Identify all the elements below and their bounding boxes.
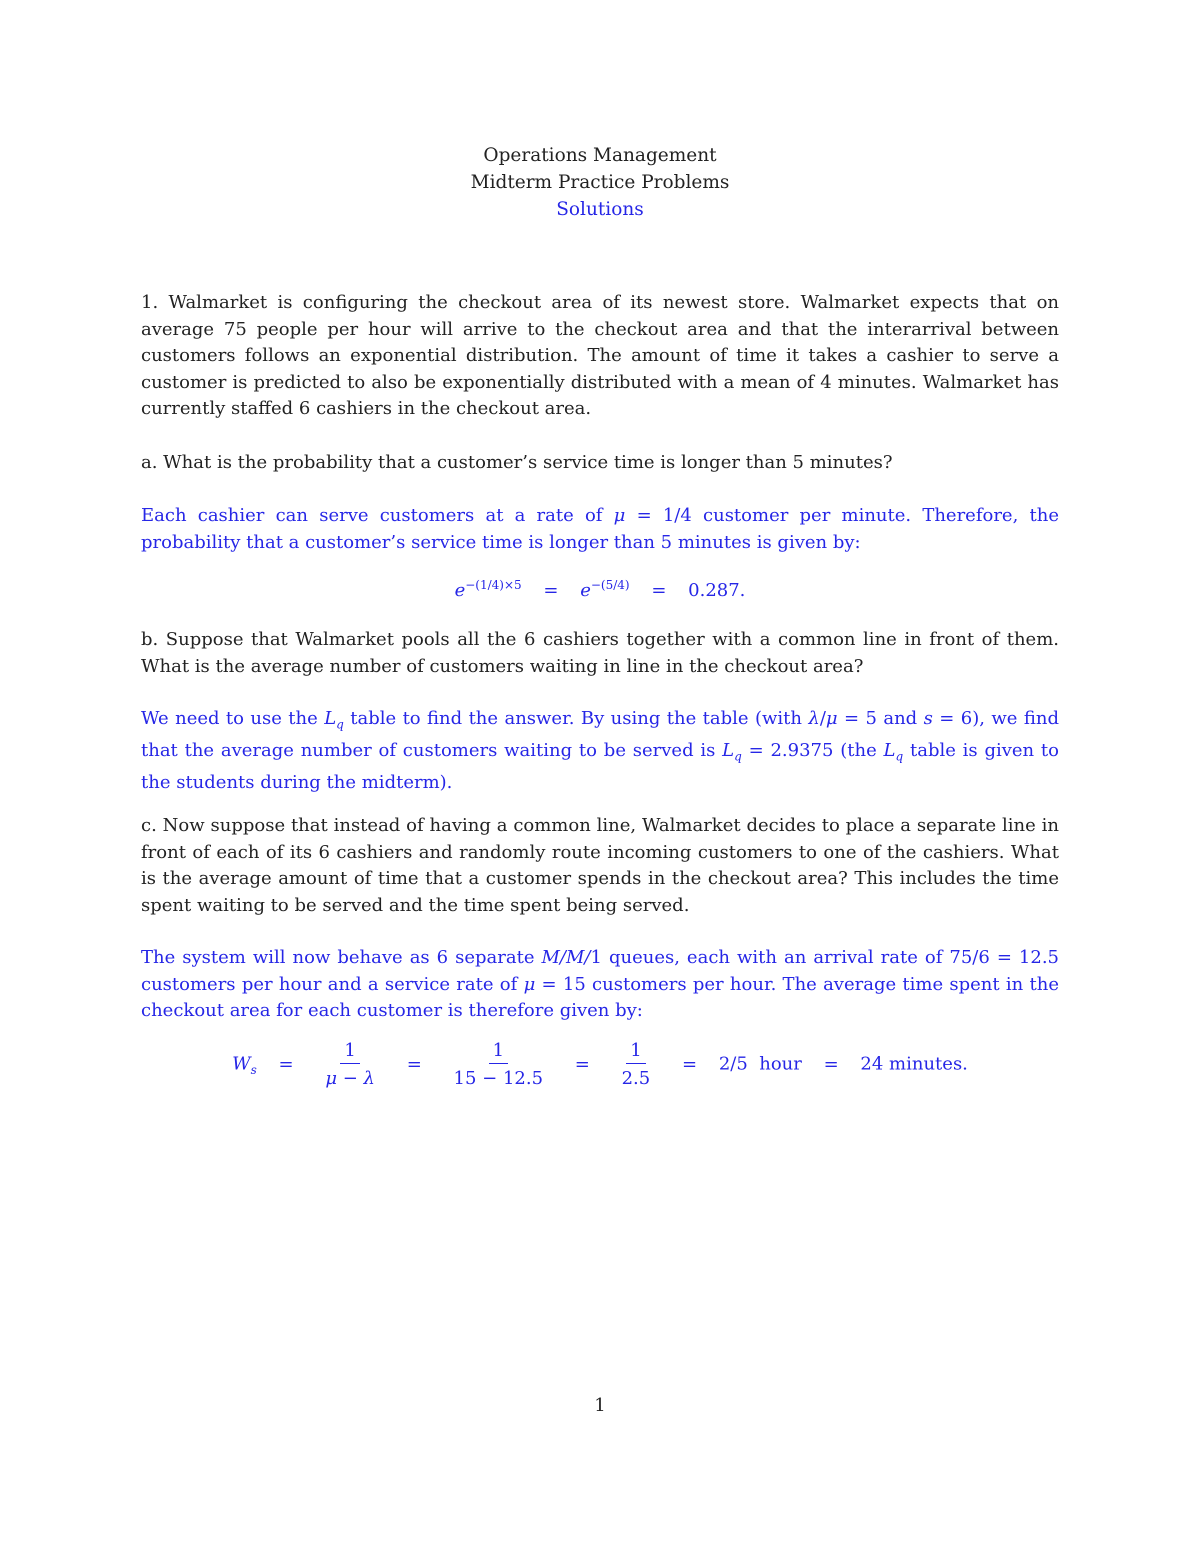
question-b: b. Suppose that Walmarket pools all the 6 cashiers together with a common line in front of them. What is the average number of customers waiting in line in the checkout area? <box>141 629 1059 677</box>
document-subtitle: Midterm Practice Problems <box>470 172 730 193</box>
fraction-2: $\frac{1}{15 - 12.5}$ <box>453 1040 544 1089</box>
answer-a: Each cashier can serve customers at a rate of μ = 1/4 customer per minute. Therefore, the probability that a customer’s service time is longer than 5 minutes is given by: <box>141 505 1059 553</box>
equation-a: $e^{-(1/4)\times 5} = e^{-(5/4)} = 0.287$. <box>454 578 746 601</box>
fraction-1: $\frac{1}{\mu - \lambda}$ <box>325 1040 375 1089</box>
problem-1-statement: 1. Walmarket is configuring the checkout area of its newest store. Walmarket expects that on average 75 people per hour will arrive to the checkout area and that the interarrival between customers follows an exponential distribution. The amount of time it takes a cashier to serve a customer is predicted to also be exponentially distributed with a mean of 4 minutes. Walmarket has currently staffed 6 cashiers in the checkout area. <box>141 292 1059 419</box>
course-title: Operations Management <box>483 145 717 166</box>
equation-c: $W_s$ = $\frac{1}{\mu - \lambda}$ = $\frac{1}{15 - 12.5}$ = $\frac{1}{2.5}$ = 2/5 hour = 24 minutes. <box>232 1040 968 1089</box>
answer-c: The system will now behave as 6 separate M/M/1 queues, each with an arrival rate of 75/6 = 12.5 customers per hour and a service rate of μ = 15 customers per hour. The average time spent in the checkout area for each customer is therefore given by: <box>141 947 1059 1021</box>
fraction-3: $\frac{1}{2.5}$ <box>621 1040 651 1089</box>
question-c: c. Now suppose that instead of having a common line, Walmarket decides to place a separate line in front of each of its 6 cashiers and randomly route incoming customers to one of the cashiers. What is the average amount of time that a customer spends in the checkout area? This includes the time spent waiting to be served and the time spent being served. <box>141 815 1059 916</box>
question-a: a. What is the probability that a customer’s service time is longer than 5 minutes? <box>141 452 893 473</box>
page-number: 1 <box>594 1395 606 1416</box>
answer-b: We need to use the $L_q$ table to find the answer. By using the table (with λ/μ = 5 and s = 6), we find that the average number of customers waiting to be served is $L_q = 2.9375$ (the $L_q$ table is given to the students during the midterm). <box>141 708 1059 794</box>
solutions-label: Solutions <box>556 199 644 220</box>
